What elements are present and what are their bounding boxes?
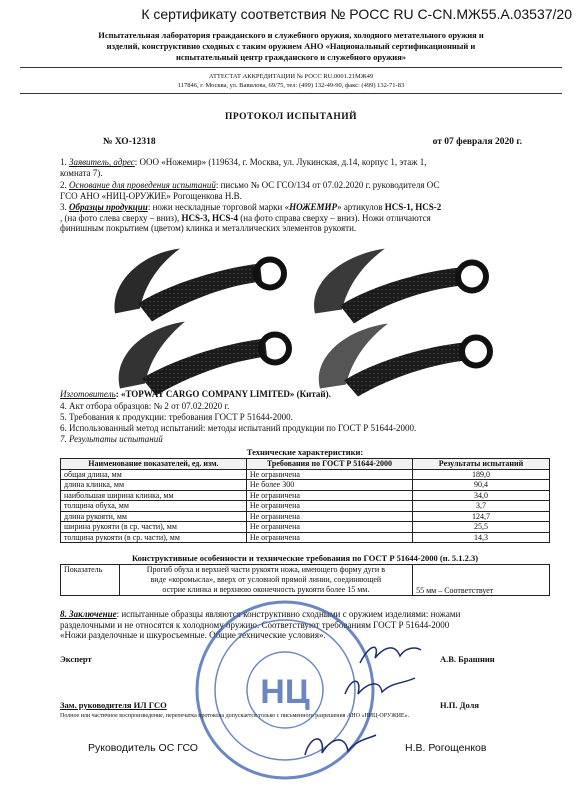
- item-results: 7. Результаты испытаний: [60, 434, 163, 444]
- footnote: Полное или частичное воспроизведение, перепечатка протокола допускается только с письменного разрешения АНО «НИЦ-ОРУЖИЕ».: [60, 713, 410, 719]
- knife-hcs2: [119, 322, 289, 396]
- item-samples: 3. Образцы продукции: ножи нескладные торговой марки «НОЖЕМИР» артикулов HCS-1, HCS-2 , (на фото слева сверху – вниз), HCS-3, HCS-4 (на фото справа сверху – вниз). Ножи отличаются финишным покрытием (цветом) клинка и металлических элементов рукояти.: [60, 202, 442, 233]
- divider: [20, 67, 562, 68]
- table-row: общая длина, мм Не ограничена 189,0: [61, 469, 550, 480]
- expert-name: А.В. Брашнин: [440, 654, 495, 664]
- knife-hcs1: [114, 249, 284, 322]
- deputy-signature: [340, 672, 420, 702]
- item-applicant: 1. Заявитель, адрес: ООО «Ножемир» (119634, г. Москва, ул. Лукинская, д.14, корпус 1, этаж 1, комната 7).: [60, 157, 427, 178]
- deputy-name: Н.П. Доля: [440, 700, 479, 710]
- spec-table: [60, 458, 550, 543]
- head-name: Н.В. Рогощенков: [405, 742, 487, 754]
- table-row: длина рукояти, мм Не ограничена 124,7: [61, 511, 550, 522]
- accreditation-block: АТТЕСТАТ АККРЕДИТАЦИИ № РОСС RU.0001.21МЖ49 117846, г. Москва, ул. Вавилова, 69/75, тел: (499) 132-49-90, факс: (499) 132-71-83: [177, 73, 405, 89]
- table-header-row: Наименование показателей, ед. изм. Требования по ГОСТ Р 51644-2000 Результаты испытаний: [61, 459, 550, 470]
- head-signature: [300, 725, 380, 765]
- design-table-title: Конструктивные особенности и технические требования по ГОСТ Р 51644-2000 (п. 5.1.2.3): [131, 553, 479, 563]
- protocol-date: от 07 февраля 2020 г.: [432, 137, 522, 147]
- table-row: ширина рукояти (в ср. части), мм Не ограничена 25,5: [61, 522, 550, 533]
- item-basis: 2. Основание для проведения испытаний: письмо № ОС ГСО/134 от 07.02.2020 г. руководителя ОС ГСО АНО «НИЦ-ОРУЖИЕ» Рогощенкова Н.В.: [60, 180, 440, 201]
- laboratory-name: Испытательная лаборатория гражданского и служебного оружия, холодного метательного оружия и изделий, конструктивно сходных с таким оружием АНО «Национальный сертификационный и испытательный центр гражданского и служебного оружия»: [98, 30, 484, 62]
- conclusion: 8. Заключение: испытанные образцы являются конструктивно сходными с оружием изделиями: ножами разделочными и не относятся к холодному оружию. Соответствуют требованиям ГОСТ Р 51644-2000 «Ножи разделочные и шкуросъемные. Общие технические условия».: [60, 609, 461, 640]
- table-row: толщина рукояти (в ср. части), мм Не ограничена 14,3: [61, 532, 550, 543]
- table-row: толщина обуха, мм Не ограничена 3,7: [61, 501, 550, 512]
- protocol-number: № ХО-12318: [103, 137, 156, 147]
- item-manufacturer: Изготовитель: «TOPWAY CARGO COMPANY LIMITED» (Китай).: [60, 389, 331, 399]
- item-sampling-act: 4. Акт отбора образцов: № 2 от 07.02.2020 г.: [60, 401, 230, 411]
- certificate-reference: К сертификату соответствия № РОСС RU C-CN.МЖ55.А.03537/20: [141, 6, 572, 22]
- item-requirements: 5. Требования к продукции: требования ГОСТ Р 51644-2000.: [60, 412, 293, 422]
- knife-hcs4: [319, 324, 490, 397]
- expert-role: Эксперт: [60, 654, 92, 664]
- deputy-role: Зам. руководителя ИЛ ГСО: [60, 700, 167, 710]
- table-row: длина клинка, мм Не более 300 90,4: [61, 480, 550, 491]
- divider: [20, 93, 562, 94]
- expert-signature: [355, 638, 425, 668]
- item-method: 6. Использованный метод испытаний: методы испытаний продукции по ГОСТ Р 51644-2000.: [60, 423, 417, 433]
- table-row: наибольшая ширина клинка, мм Не ограничена 34,0: [61, 490, 550, 501]
- knives-photo: [100, 236, 500, 401]
- knife-hcs3: [314, 249, 486, 324]
- design-table: [60, 564, 550, 596]
- stamp-logo-text: НЦ: [260, 673, 310, 711]
- protocol-title: ПРОТОКОЛ ИСПЫТАНИЙ: [224, 112, 357, 122]
- head-role: Руководитель ОС ГСО: [88, 742, 198, 754]
- spec-table-title: Технические характеристики:: [246, 447, 364, 457]
- table-row: Показатель Прогиб обуха и верхней части рукояти ножа, имеющего форму дуги в виде «коромысла», вверх от условной прямой линии, соединяющей острие клинка и верхнюю оконечность рукояти более 15 мм. 55 мм – Соответствует: [61, 565, 550, 596]
